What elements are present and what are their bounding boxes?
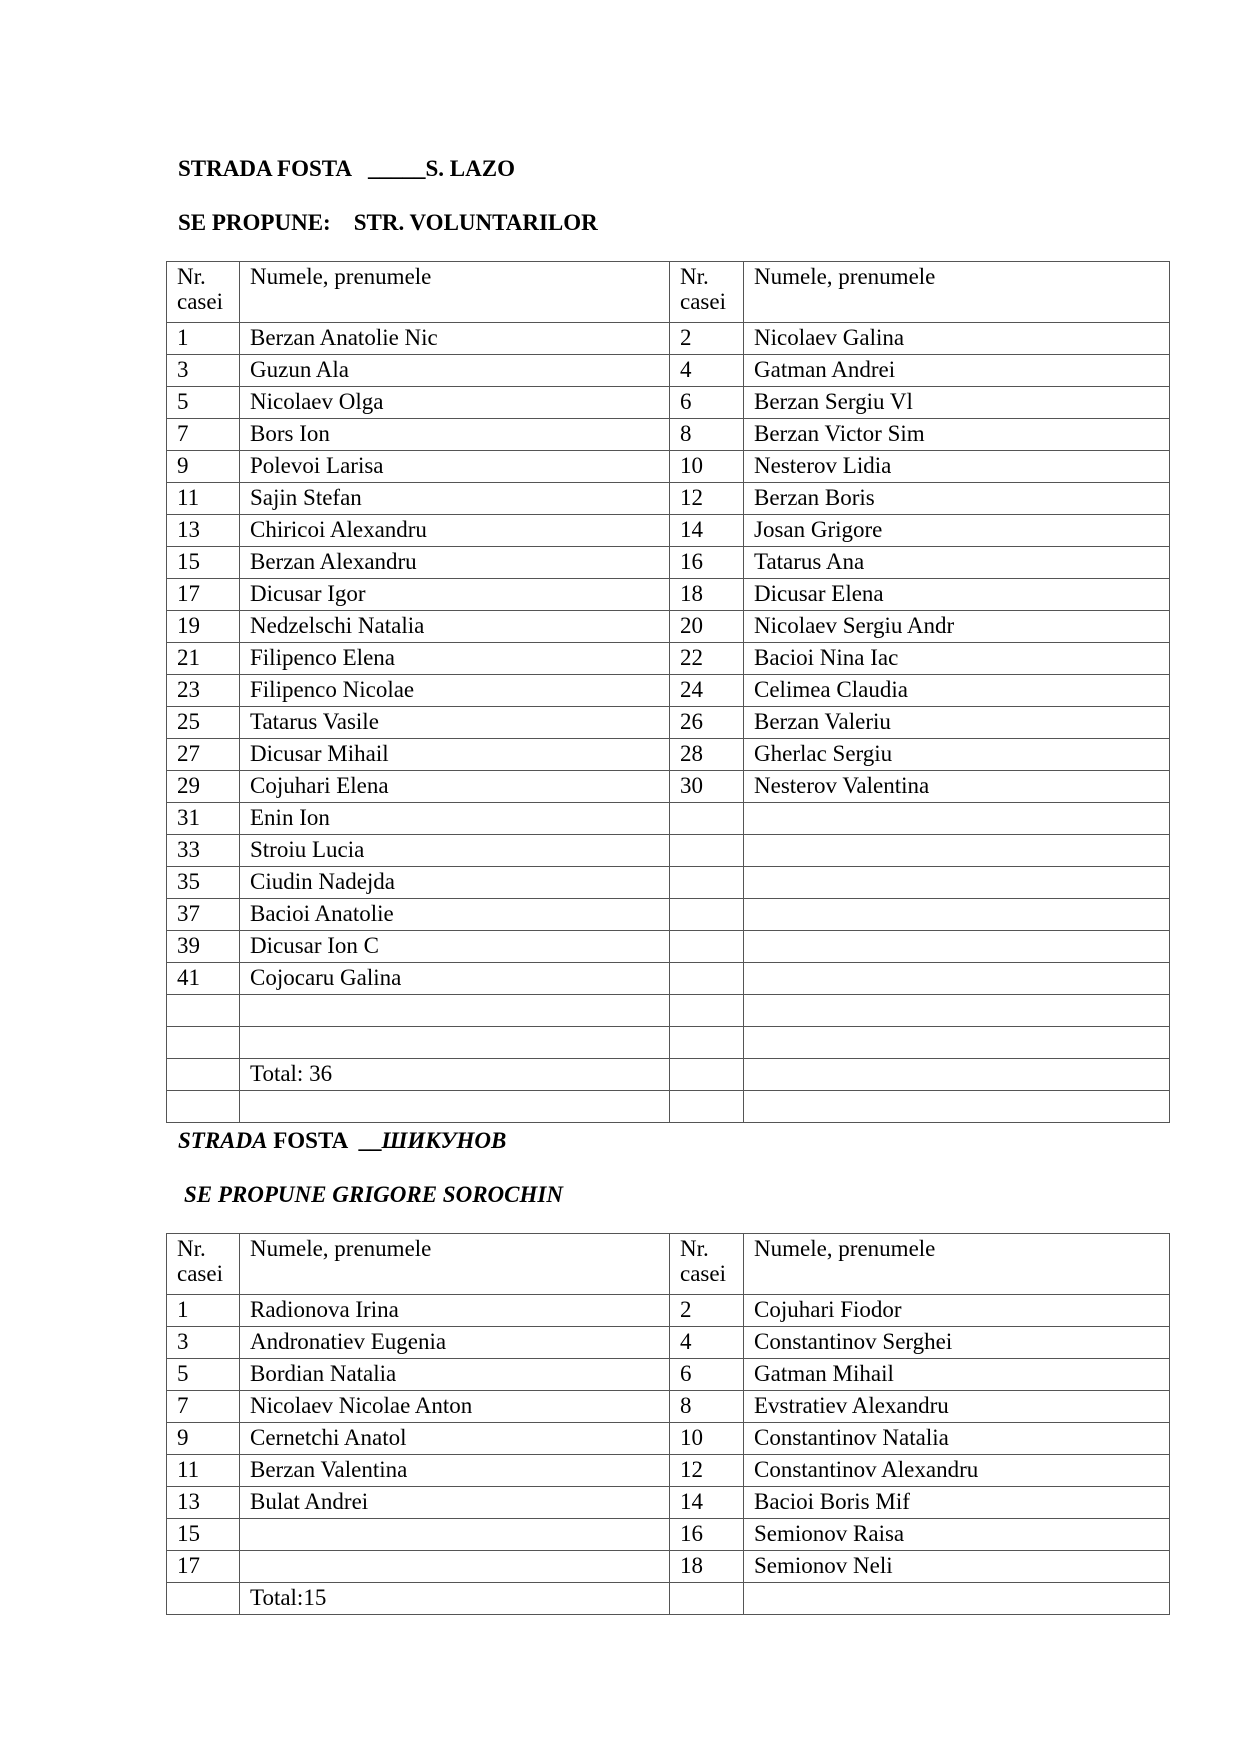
house-number-odd: 7 [167,419,240,451]
table-row [167,963,1170,995]
resident-name-odd: Dicusar Mihail [240,739,670,771]
house-number-odd: 15 [167,547,240,579]
house-number-odd: 17 [167,1551,240,1583]
house-number-even [670,803,744,835]
resident-name-odd: Bors Ion [240,419,670,451]
table-row [167,803,1170,835]
house-number-even: 24 [670,675,744,707]
house-number-odd [167,1027,240,1059]
section1-heading-prefix: STRADA FOSTA [178,156,351,181]
house-number-odd: 41 [167,963,240,995]
resident-name-odd [240,995,670,1027]
house-number-odd [167,1583,240,1615]
resident-name-odd: Bacioi Anatolie [240,899,670,931]
table-row [167,547,1170,579]
resident-name-odd: Total: 36 [240,1059,670,1091]
section1-residents-table [166,261,1170,1123]
resident-name-even: Gatman Mihail [744,1359,1170,1391]
header-house-number: Nr. casei [670,262,744,323]
resident-name-even: Semionov Neli [744,1551,1170,1583]
header-full-name: Numele, prenumele [744,1234,1170,1295]
resident-name-odd: Guzun Ala [240,355,670,387]
section1-heading [178,157,515,180]
resident-name-odd [240,1027,670,1059]
house-number-even: 10 [670,451,744,483]
resident-name-even: Nesterov Valentina [744,771,1170,803]
section1-proposal-name: STR. VOLUNTARILOR [353,210,598,235]
house-number-even: 16 [670,1519,744,1551]
table-row [167,1091,1170,1123]
house-number-even [670,1027,744,1059]
header-house-number: Nr. casei [167,1234,240,1295]
resident-name-even: Bacioi Nina Iac [744,643,1170,675]
resident-name-even: Tatarus Ana [744,547,1170,579]
section2-heading-blank: __ [358,1128,382,1153]
resident-name-even [744,1059,1170,1091]
resident-name-odd: Sajin Stefan [240,483,670,515]
house-number-even [670,899,744,931]
table-row [167,1583,1170,1615]
house-number-odd: 21 [167,643,240,675]
house-number-even: 6 [670,387,744,419]
house-number-even: 12 [670,1455,744,1487]
house-number-odd [167,1059,240,1091]
section1-proposal [178,211,598,234]
table-row [167,1487,1170,1519]
resident-name-even [744,963,1170,995]
table-row [167,483,1170,515]
house-number-odd: 11 [167,1455,240,1487]
table-header-row [167,262,1170,323]
house-number-even: 4 [670,1327,744,1359]
table-row [167,995,1170,1027]
resident-name-odd [240,1519,670,1551]
house-number-even: 30 [670,771,744,803]
house-number-even: 20 [670,611,744,643]
house-number-odd: 19 [167,611,240,643]
house-number-even: 2 [670,323,744,355]
table-row [167,867,1170,899]
section1-proposal-label: SE PROPUNE: [178,210,331,235]
table-row [167,387,1170,419]
house-number-odd: 31 [167,803,240,835]
resident-name-even [744,931,1170,963]
table-row [167,835,1170,867]
resident-name-odd: Filipenco Elena [240,643,670,675]
house-number-odd: 1 [167,1295,240,1327]
resident-name-odd: Cojocaru Galina [240,963,670,995]
house-number-odd: 23 [167,675,240,707]
house-number-odd: 29 [167,771,240,803]
table-row [167,739,1170,771]
resident-name-odd: Polevoi Larisa [240,451,670,483]
house-number-odd: 3 [167,1327,240,1359]
resident-name-odd: Dicusar Ion C [240,931,670,963]
house-number-odd: 9 [167,451,240,483]
resident-name-even: Berzan Boris [744,483,1170,515]
resident-name-even [744,899,1170,931]
house-number-even [670,835,744,867]
house-number-odd: 27 [167,739,240,771]
house-number-odd: 33 [167,835,240,867]
resident-name-even: Berzan Valeriu [744,707,1170,739]
resident-name-odd: Cojuhari Elena [240,771,670,803]
house-number-even: 2 [670,1295,744,1327]
resident-name-even: Constantinov Natalia [744,1423,1170,1455]
section2-old-street-name: ШИКУНОВ [381,1128,507,1153]
house-number-even [670,1583,744,1615]
resident-name-even: Gherlac Sergiu [744,739,1170,771]
table-row [167,707,1170,739]
section2-heading [178,1129,506,1152]
section1-heading-blank: _____ [368,156,426,181]
resident-name-odd [240,1091,670,1123]
resident-name-odd: Bordian Natalia [240,1359,670,1391]
resident-name-even: Berzan Sergiu Vl [744,387,1170,419]
house-number-even: 22 [670,643,744,675]
house-number-even: 4 [670,355,744,387]
resident-name-odd: Ciudin Nadejda [240,867,670,899]
house-number-odd: 1 [167,323,240,355]
table-row [167,451,1170,483]
house-number-odd: 25 [167,707,240,739]
house-number-odd: 11 [167,483,240,515]
resident-name-even [744,1583,1170,1615]
resident-name-even: Berzan Victor Sim [744,419,1170,451]
header-full-name: Numele, prenumele [744,262,1170,323]
house-number-odd [167,995,240,1027]
section2-proposal: SE PROPUNE GRIGORE SOROCHIN [184,1182,563,1207]
resident-name-odd: Berzan Alexandru [240,547,670,579]
table-row [167,1423,1170,1455]
house-number-odd: 13 [167,1487,240,1519]
section2-residents-table [166,1233,1170,1615]
resident-name-odd: Bulat Andrei [240,1487,670,1519]
house-number-odd: 39 [167,931,240,963]
house-number-even: 8 [670,419,744,451]
resident-name-odd: Filipenco Nicolae [240,675,670,707]
table-row [167,515,1170,547]
house-number-odd: 37 [167,899,240,931]
table-row [167,1059,1170,1091]
resident-name-odd: Dicusar Igor [240,579,670,611]
resident-name-even [744,1027,1170,1059]
resident-name-even: Constantinov Serghei [744,1327,1170,1359]
house-number-odd: 5 [167,387,240,419]
table-row [167,1519,1170,1551]
table-header-row [167,1234,1170,1295]
section2-heading-prefix: FOSTA [273,1128,347,1153]
resident-name-even: Gatman Andrei [744,355,1170,387]
house-number-even: 8 [670,1391,744,1423]
table-row [167,323,1170,355]
house-number-even: 12 [670,483,744,515]
section2-heading-prefix-italic: STRADA [178,1128,268,1153]
table-row [167,899,1170,931]
resident-name-even [744,867,1170,899]
resident-name-even: Celimea Claudia [744,675,1170,707]
resident-name-odd: Berzan Valentina [240,1455,670,1487]
house-number-even: 14 [670,1487,744,1519]
section1-old-street-name: S. LAZO [425,156,515,181]
house-number-odd: 17 [167,579,240,611]
header-full-name: Numele, prenumele [240,1234,670,1295]
table-row [167,1327,1170,1359]
house-number-even [670,931,744,963]
table-row [167,1359,1170,1391]
table-row [167,675,1170,707]
table-row [167,643,1170,675]
resident-name-odd: Total:15 [240,1583,670,1615]
resident-name-even [744,1091,1170,1123]
table-row [167,1551,1170,1583]
house-number-even: 10 [670,1423,744,1455]
table-row [167,771,1170,803]
resident-name-odd: Nedzelschi Natalia [240,611,670,643]
resident-name-odd: Berzan Anatolie Nic [240,323,670,355]
table-row [167,1295,1170,1327]
resident-name-even [744,803,1170,835]
resident-name-even [744,995,1170,1027]
table-row [167,1027,1170,1059]
resident-name-even: Nesterov Lidia [744,451,1170,483]
resident-name-odd: Chiricoi Alexandru [240,515,670,547]
resident-name-even: Josan Grigore [744,515,1170,547]
resident-name-even: Bacioi Boris Mif [744,1487,1170,1519]
resident-name-odd: Tatarus Vasile [240,707,670,739]
resident-name-odd: Andronatiev Eugenia [240,1327,670,1359]
house-number-even [670,963,744,995]
resident-name-odd: Nicolaev Nicolae Anton [240,1391,670,1423]
house-number-odd: 3 [167,355,240,387]
resident-name-even: Cojuhari Fiodor [744,1295,1170,1327]
table-row [167,579,1170,611]
house-number-even: 16 [670,547,744,579]
house-number-odd: 9 [167,1423,240,1455]
resident-name-even: Dicusar Elena [744,579,1170,611]
header-full-name: Numele, prenumele [240,262,670,323]
table-row [167,611,1170,643]
resident-name-odd: Enin Ion [240,803,670,835]
table-row [167,1455,1170,1487]
resident-name-even: Nicolaev Galina [744,323,1170,355]
table-row [167,1391,1170,1423]
house-number-odd: 5 [167,1359,240,1391]
resident-name-odd: Nicolaev Olga [240,387,670,419]
table-row [167,931,1170,963]
header-house-number: Nr. casei [670,1234,744,1295]
house-number-even: 26 [670,707,744,739]
resident-name-even: Constantinov Alexandru [744,1455,1170,1487]
table-row [167,355,1170,387]
table-row [167,419,1170,451]
house-number-even: 18 [670,579,744,611]
house-number-even: 14 [670,515,744,547]
resident-name-even: Semionov Raisa [744,1519,1170,1551]
house-number-even [670,1059,744,1091]
house-number-odd: 7 [167,1391,240,1423]
house-number-odd [167,1091,240,1123]
house-number-even [670,995,744,1027]
house-number-even [670,867,744,899]
resident-name-even: Evstratiev Alexandru [744,1391,1170,1423]
resident-name-odd: Radionova Irina [240,1295,670,1327]
house-number-even: 28 [670,739,744,771]
house-number-even: 18 [670,1551,744,1583]
resident-name-even: Nicolaev Sergiu Andr [744,611,1170,643]
house-number-odd: 35 [167,867,240,899]
house-number-even [670,1091,744,1123]
resident-name-even [744,835,1170,867]
resident-name-odd [240,1551,670,1583]
house-number-even: 6 [670,1359,744,1391]
resident-name-odd: Stroiu Lucia [240,835,670,867]
resident-name-odd: Cernetchi Anatol [240,1423,670,1455]
header-house-number: Nr. casei [167,262,240,323]
house-number-odd: 13 [167,515,240,547]
house-number-odd: 15 [167,1519,240,1551]
